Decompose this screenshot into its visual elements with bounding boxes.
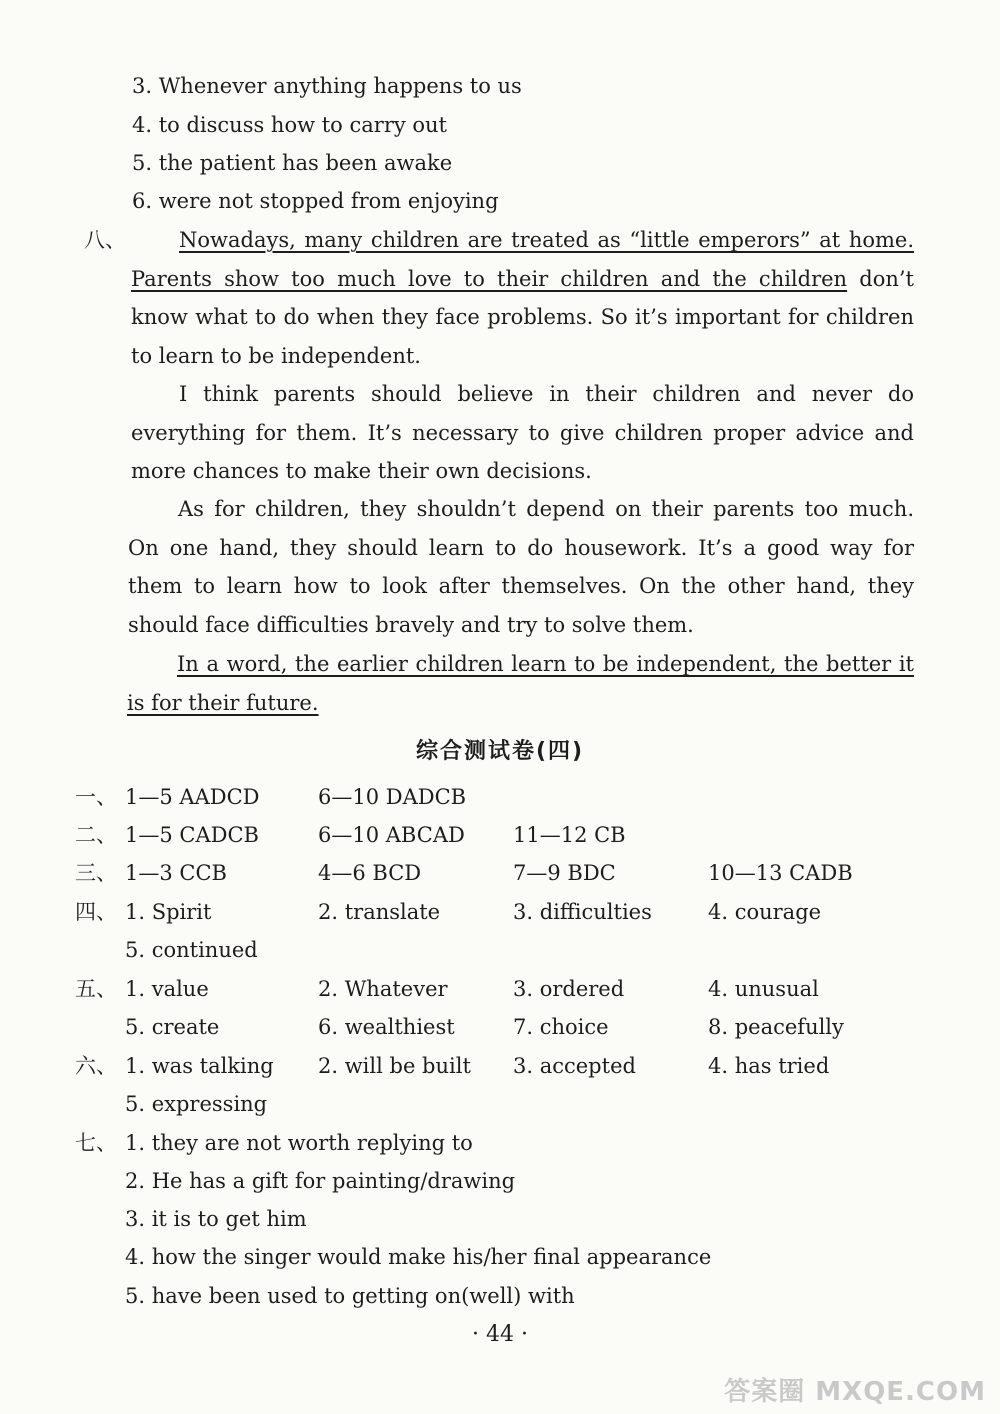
answer-line: 3. Whenever anything happens to us (132, 74, 522, 98)
answer-item: 2. He has a gift for painting/drawing (125, 1169, 516, 1193)
answer-line: 4. to discuss how to carry out (132, 113, 447, 137)
answer-item: 2. will be built (318, 1054, 471, 1078)
answer-item: 3. accepted (513, 1054, 636, 1078)
watermark-logo: 答案圈 MXQE.COM (724, 1377, 986, 1407)
answer-item: 1—5 CADCB (125, 823, 259, 847)
answer-item: 5. continued (125, 938, 258, 962)
answer-item: 3. difficulties (513, 900, 652, 924)
answer-item: 1—5 AADCD (125, 785, 260, 809)
answer-item: 4. unusual (708, 977, 819, 1001)
section-label: 四、 (75, 900, 117, 924)
answer-item: 4. has tried (708, 1054, 830, 1078)
answer-item: 5. expressing (125, 1092, 268, 1116)
essay-paragraph-1-rest: don’t know what to do when they face problems. So it’s important for children to learn to be independent. (131, 266, 914, 368)
answer-item: 5. have been used to getting on(well) with (125, 1284, 575, 1308)
answer-item: 1. was talking (125, 1054, 274, 1078)
section-label: 一、 (75, 785, 117, 809)
essay-paragraph-1 (131, 221, 914, 375)
essay-conclusion: In a word, the earlier children learn to be independent, the better it is for their future. (127, 652, 914, 715)
answer-item: 2. translate (318, 900, 441, 924)
answer-item: 1. Spirit (125, 900, 212, 924)
answer-item: 7. choice (513, 1015, 609, 1039)
essay-paragraph-2: I think parents should believe in their children and never do everything for them. It’s necessary to give children proper advice and more chances to make their own decisions. (131, 382, 914, 483)
answer-item: 8. peacefully (708, 1015, 844, 1039)
answer-item: 6—10 DADCB (318, 785, 467, 809)
answer-line: 5. the patient has been awake (132, 151, 453, 175)
answer-item: 11—12 CB (513, 823, 626, 847)
section-label: 七、 (75, 1131, 117, 1155)
answer-item: 4. how the singer would make his/her final appearance (125, 1245, 712, 1269)
essay-underlined-sentences: Nowadays, many children are treated as “little emperors” at home. Parents show too much love to their children and the children (131, 228, 914, 291)
section-label: 五、 (75, 977, 117, 1001)
essay-paragraph-3: As for children, they shouldn’t depend on their parents too much. On one hand, they should learn to do housework. It’s a good way for them to learn how to look after themselves. On the other hand, they should face difficulties bravely and try to solve them. (128, 497, 914, 637)
answer-item: 1—3 CCB (125, 861, 227, 885)
answer-item: 6. wealthiest (318, 1015, 455, 1039)
section-label: 三、 (75, 861, 117, 885)
answer-item: 1. they are not worth replying to (125, 1131, 473, 1155)
essay-paragraph-4 (127, 645, 914, 722)
answer-item: 1. value (125, 977, 209, 1001)
section-label: 二、 (75, 823, 117, 847)
answer-item: 10—13 CADB (708, 861, 853, 885)
answer-item: 7—9 BDC (513, 861, 616, 885)
answer-item: 3. ordered (513, 977, 625, 1001)
test-title: 综合测试卷(四) (415, 739, 585, 764)
answer-line: 6. were not stopped from enjoying (132, 189, 499, 213)
answer-item: 6—10 ABCAD (318, 823, 465, 847)
page-number: · 44 · (472, 1322, 528, 1347)
essay-label: 八、 (84, 228, 126, 252)
answer-item: 2. Whatever (318, 977, 448, 1001)
answer-item: 4—6 BCD (318, 861, 422, 885)
section-label: 六、 (75, 1054, 117, 1078)
answer-item: 4. courage (708, 900, 822, 924)
answer-item: 3. it is to get him (125, 1207, 307, 1231)
answer-item: 5. create (125, 1015, 220, 1039)
